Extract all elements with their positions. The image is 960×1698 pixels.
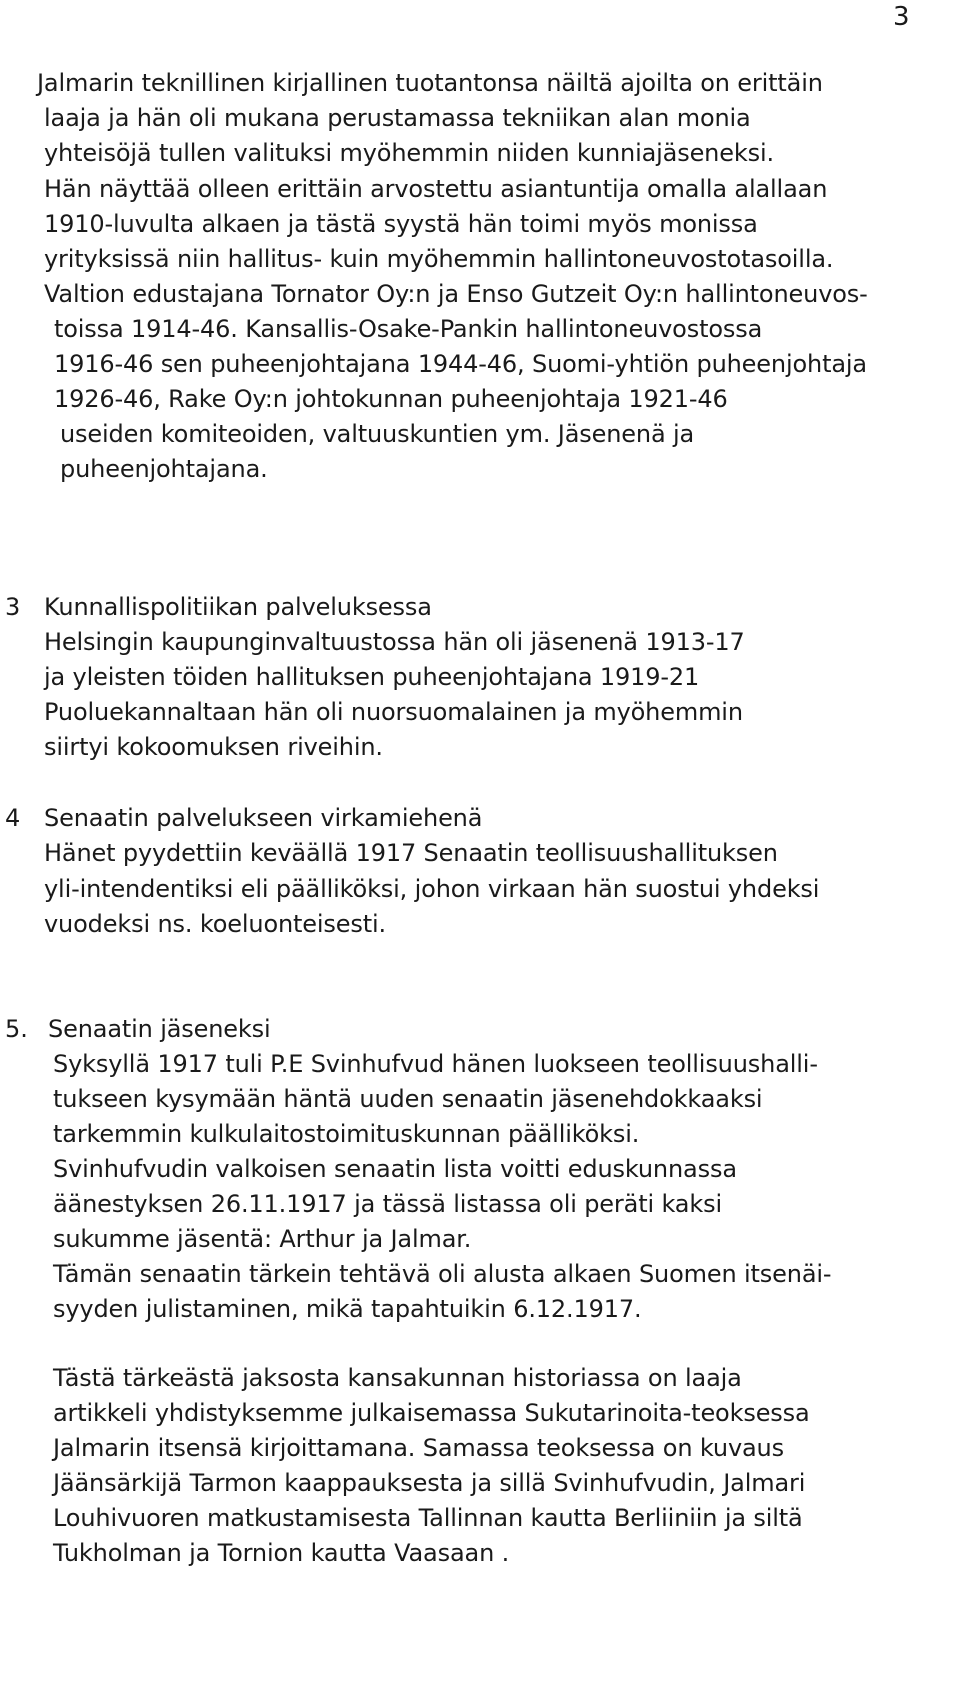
intro-line: Jalmarin teknillinen kirjallinen tuotantonsa näiltä ajoilta on erittäin (37, 69, 823, 97)
section-number: 3 (5, 593, 21, 621)
section-line: syyden julistaminen, mikä tapahtuikin 6.12.1917. (53, 1295, 642, 1323)
section-title: Senaatin palvelukseen virkamiehenä (44, 804, 483, 832)
intro-line: toissa 1914-46. Kansallis-Osake-Pankin hallintoneuvostossa (54, 315, 763, 343)
section-line: Puoluekannaltaan hän oli nuorsuomalainen ja myöhemmin (44, 698, 743, 726)
section-line: tukseen kysymään häntä uuden senaatin jäsenehdokkaaksi (53, 1085, 763, 1113)
section-title: Kunnallispolitiikan palveluksessa (44, 593, 432, 621)
section-line: siirtyi kokoomuksen riveihin. (44, 733, 383, 761)
section-line: äänestyksen 26.11.1917 ja tässä listassa oli peräti kaksi (53, 1190, 722, 1218)
intro-line: Hän näyttää olleen erittäin arvostettu asiantuntija omalla alallaan (44, 175, 828, 203)
section-line: tarkemmin kulkulaitostoimituskunnan päälliköksi. (53, 1120, 640, 1148)
closing-line: Tukholman ja Tornion kautta Vaasaan . (53, 1539, 510, 1567)
section-line: Svinhufvudin valkoisen senaatin lista voitti eduskunnassa (53, 1155, 737, 1183)
section-number: 5. (5, 1015, 28, 1043)
section-line: Tämän senaatin tärkein tehtävä oli alusta alkaen Suomen itsenäi- (53, 1260, 832, 1288)
section-line: sukumme jäsentä: Arthur ja Jalmar. (53, 1225, 472, 1253)
section-line: yli-intendentiksi eli päälliköksi, johon virkaan hän suostui yhdeksi (44, 875, 820, 903)
intro-line: puheenjohtajana. (60, 455, 268, 483)
section-line: Hänet pyydettiin keväällä 1917 Senaatin teollisuushallituksen (44, 839, 778, 867)
closing-line: Jäänsärkijä Tarmon kaappauksesta ja sillä Svinhufvudin, Jalmari (53, 1469, 806, 1497)
section-line: Syksyllä 1917 tuli P.E Svinhufvud hänen luokseen teollisuushalli- (53, 1050, 818, 1078)
section-number: 4 (5, 804, 21, 832)
closing-line: Tästä tärkeästä jaksosta kansakunnan historiassa on laaja (53, 1364, 742, 1392)
intro-line: 1926-46, Rake Oy:n johtokunnan puheenjohtaja 1921-46 (54, 385, 728, 413)
intro-line: 1916-46 sen puheenjohtajana 1944-46, Suomi-yhtiön puheenjohtaja (54, 350, 867, 378)
intro-line: useiden komiteoiden, valtuuskuntien ym. Jäsenenä ja (60, 420, 695, 448)
closing-line: Jalmarin itsensä kirjoittamana. Samassa teoksessa on kuvaus (53, 1434, 784, 1462)
closing-line: Louhivuoren matkustamisesta Tallinnan kautta Berliiniin ja siltä (53, 1504, 803, 1532)
intro-line: 1910-luvulta alkaen ja tästä syystä hän toimi myös monissa (44, 210, 758, 238)
intro-line: Valtion edustajana Tornator Oy:n ja Enso Gutzeit Oy:n hallintoneuvos- (44, 280, 868, 308)
section-line: vuodeksi ns. koeluonteisesti. (44, 910, 387, 938)
intro-line: yrityksissä niin hallitus- kuin myöhemmin hallintoneuvostotasoilla. (44, 245, 834, 273)
section-title: Senaatin jäseneksi (48, 1015, 271, 1043)
intro-line: yhteisöjä tullen valituksi myöhemmin niiden kunniajäseneksi. (44, 139, 774, 167)
section-line: Helsingin kaupunginvaltuustossa hän oli jäsenenä 1913-17 (44, 628, 745, 656)
section-line: ja yleisten töiden hallituksen puheenjohtajana 1919-21 (44, 663, 700, 691)
page-number: 3 (893, 2, 910, 32)
closing-line: artikkeli yhdistyksemme julkaisemassa Sukutarinoita-teoksessa (53, 1399, 810, 1427)
intro-line: laaja ja hän oli mukana perustamassa tekniikan alan monia (44, 104, 751, 132)
